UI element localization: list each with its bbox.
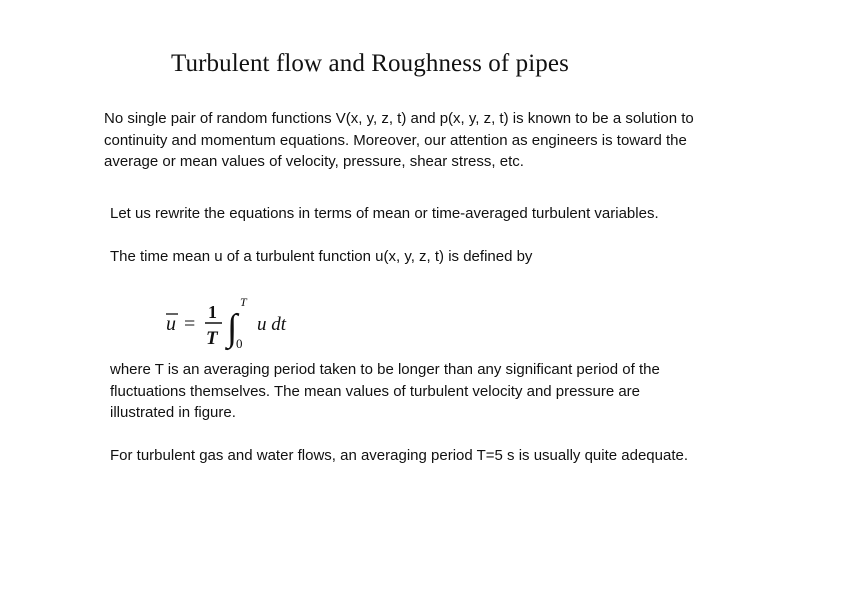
time-mean-formula bbox=[160, 290, 310, 352]
formula-upper-limit: T bbox=[240, 295, 247, 309]
formula-lhs: u bbox=[166, 313, 176, 335]
paragraph-averaging-period: where T is an averaging period taken to be longer than any significant period of the fluctuations themselves. The mean values of turbulent velocity and pressure are illustrated in figure. bbox=[110, 361, 660, 421]
formula-denominator: T bbox=[206, 328, 218, 349]
formula-integrand: u dt bbox=[257, 314, 287, 335]
paragraph-time-mean-definition: The time mean u of a turbulent function u(x, y, z, t) is defined by bbox=[110, 248, 533, 265]
formula-numerator: 1 bbox=[208, 302, 217, 322]
paragraph-rewrite: Let us rewrite the equations in terms of mean or time-averaged turbulent variables. bbox=[110, 205, 659, 222]
paragraph-intro: No single pair of random functions V(x, y, z, t) and p(x, y, z, t) is known to be a solution to continuity and momentum equations. Moreover, our attention as engineers is toward the average or mean values of velocity, pressure, shear stress, etc. bbox=[104, 110, 694, 170]
integral-sign: ∫ bbox=[227, 307, 238, 349]
slide-title: Turbulent flow and Roughness of pipes bbox=[171, 50, 569, 77]
paragraph-gas-water-flows: For turbulent gas and water flows, an averaging period T=5 s is usually quite adequate. bbox=[110, 447, 688, 464]
formula-equals: = bbox=[184, 313, 196, 335]
formula-lower-limit: 0 bbox=[236, 336, 243, 351]
